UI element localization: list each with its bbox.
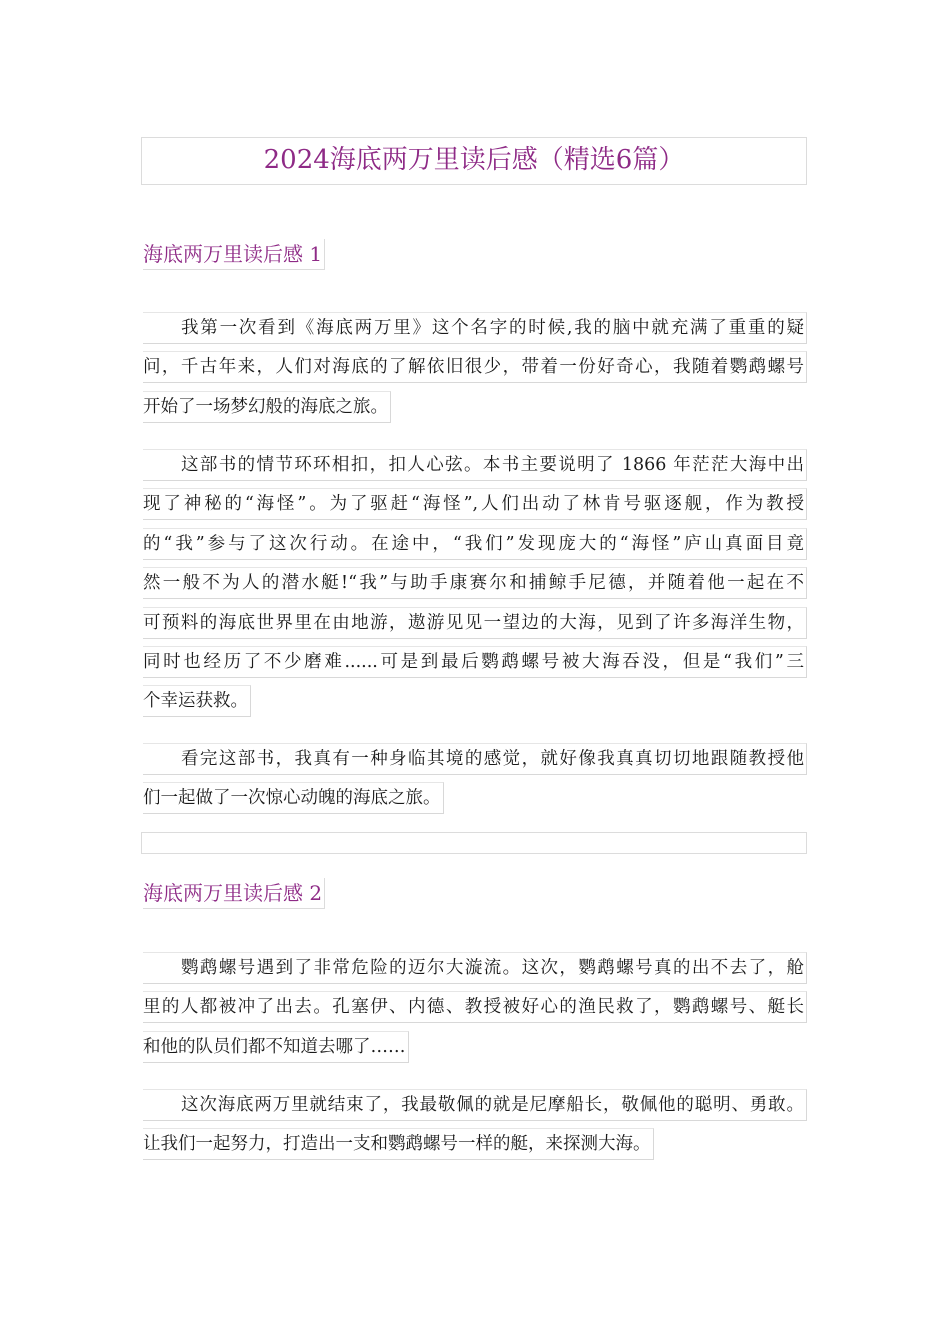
text-line: 们一起做了一次惊心动魄的海底之旅。 — [143, 780, 807, 819]
section-2-paragraph-2 — [143, 1087, 807, 1166]
text-line: 里的人都被冲了出去。孔塞伊、内德、教授被好心的渔民救了，鹦鹉螺号、艇长 — [143, 989, 807, 1028]
section-heading-2: 海底两万里读后感 2 — [143, 878, 325, 909]
section-divider — [141, 832, 807, 854]
text-line: 开始了一场梦幻般的海底之旅。 — [143, 389, 807, 428]
text-line: 看完这部书，我真有一种身临其境的感觉，就好像我真真切切地跟随教授他 — [143, 741, 807, 780]
text-line: 的“我”参与了这次行动。在途中，“我们”发现庞大的“海怪”庐山真面目竟 — [143, 526, 807, 565]
text-line: 鹦鹉螺号遇到了非常危险的迈尔大漩流。这次，鹦鹉螺号真的出不去了，舱 — [143, 950, 807, 989]
section-2-paragraph-1 — [143, 950, 807, 1068]
text-line: 让我们一起努力，打造出一支和鹦鹉螺号一样的艇，来探测大海。 — [143, 1126, 807, 1165]
text-line: 同时也经历了不少磨难......可是到最后鹦鹉螺号被大海吞没，但是“我们”三 — [143, 644, 807, 683]
document-title: 2024海底两万里读后感（精选6篇） — [141, 137, 807, 185]
text-line: 和他的队员们都不知道去哪了…… — [143, 1029, 807, 1068]
text-line: 然一般不为人的潜水艇!“我”与助手康赛尔和捕鲸手尼德，并随着他一起在不 — [143, 565, 807, 604]
section-heading-1: 海底两万里读后感 1 — [143, 239, 325, 270]
text-line: 可预料的海底世界里在由地游，遨游见见一望边的大海，见到了许多海洋生物， — [143, 605, 807, 644]
text-line: 个幸运获救。 — [143, 683, 807, 722]
text-line: 这次海底两万里就结束了，我最敬佩的就是尼摩船长，敬佩他的聪明、勇敢。 — [143, 1087, 807, 1126]
section-1-paragraph-1 — [143, 310, 807, 428]
text-line: 这部书的情节环环相扣，扣人心弦。本书主要说明了 1866 年茫茫大海中出 — [143, 447, 807, 486]
text-line: 我第一次看到《海底两万里》这个名字的时候,我的脑中就充满了重重的疑 — [143, 310, 807, 349]
section-1-paragraph-3 — [143, 741, 807, 820]
section-1-paragraph-2 — [143, 447, 807, 723]
text-line: 现了神秘的“海怪”。为了驱赶“海怪”,人们出动了林肯号驱逐舰，作为教授 — [143, 486, 807, 525]
text-line: 问，千古年来，人们对海底的了解依旧很少，带着一份好奇心，我随着鹦鹉螺号 — [143, 349, 807, 388]
